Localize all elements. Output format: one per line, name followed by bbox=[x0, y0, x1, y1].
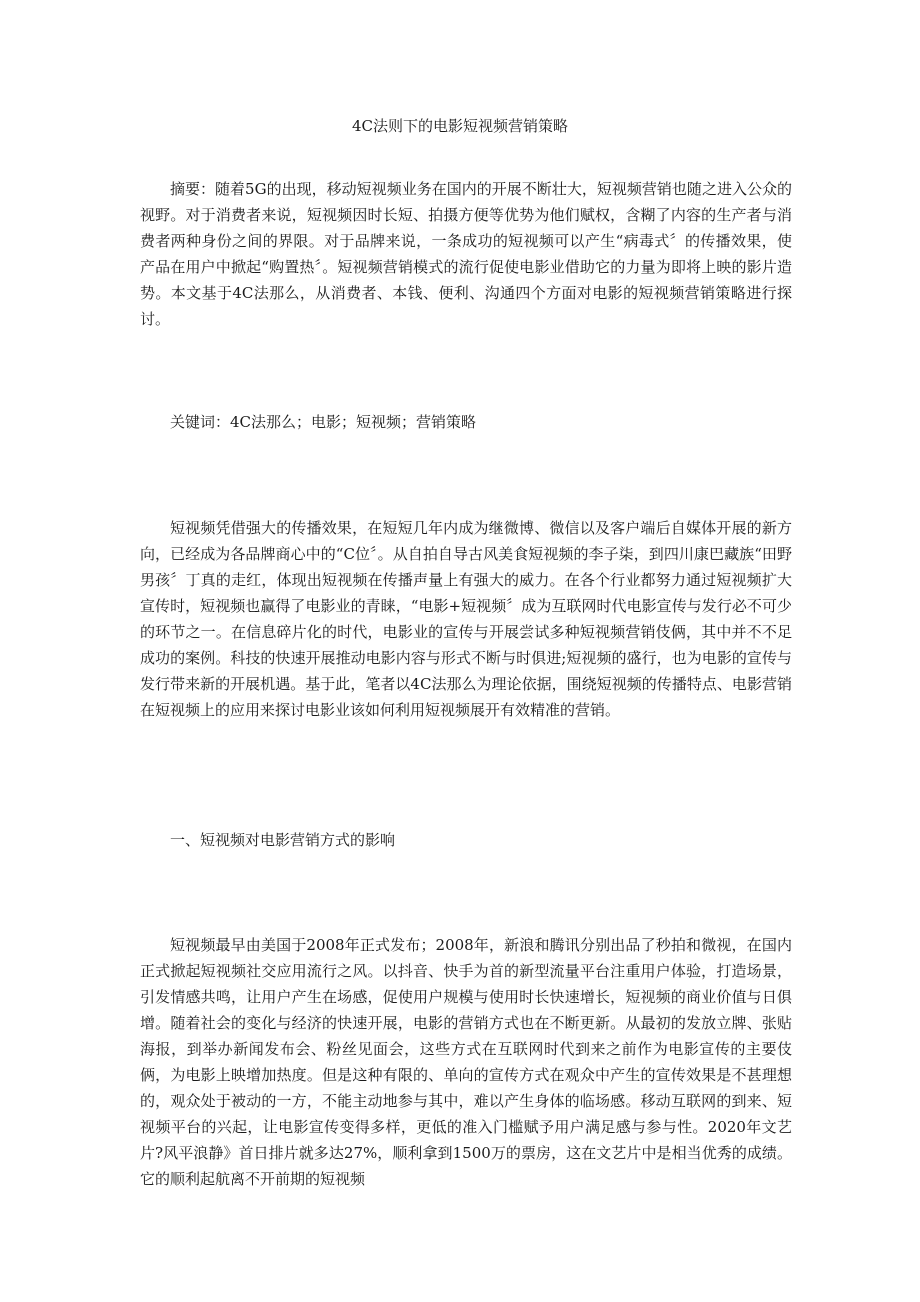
keywords-line: 关键词：4C法那么；电影；短视频；营销策略 bbox=[170, 413, 477, 431]
body-paragraph-1: 短视频凭借强大的传播效果，在短短几年内成为继微博、微信以及客户端后自媒体开展的新方向，已经成为各品牌商心中的“C位〞。从自拍自导古风美食短视频的李子柒，到四川康巴藏族“田野男孩〞丁真的走红，体现出短视频在传播声量上有强大的威力。在各个行业都努力通过短视频扩大宣传时，短视频也赢得了电影业的青睐，“电影+短视频〞成为互联网时代电影宣传与发行必不可少的环节之一。在信息碎片化的时代，电影业的宣传与开展尝试多种短视频营销伎俩，其中并不不足成功的案例。科技的快速开展推动电影内容与形式不断与时俱进;短视频的盛行，也为电影的宣传与发行带来新的开展机遇。基于此，笔者以4C法那么为理论依据，围绕短视频的传播特点、电影营销在短视频上的应用来探讨电影业该如何利用短视频展开有效精准的营销。 bbox=[140, 519, 792, 719]
body-paragraph-2: 短视频最早由美国于2008年正式发布；2008年，新浪和腾讯分别出品了秒拍和微视，在国内正式掀起短视频社交应用流行之风。以抖音、快手为首的新型流量平台注重用户体验，打造场景，引发情感共鸣，让用户产生在场感，促使用户规模与使用时长快速增长，短视频的商业价值与日俱增。随着社会的变化与经济的快速开展，电影的营销方式也在不断更新。从最初的发放立牌、张贴海报，到举办新闻发布会、粉丝见面会，这些方式在互联网时代到来之前作为电影宣传的主要伎俩，为电影上映增加热度。但是这种有限的、单向的宣传方式在观众中产生的宣传效果是不甚理想的，观众处于被动的一方，不能主动地参与其中，难以产生身体的临场感。移动互联网的到来、短视频平台的兴起，让电影宣传变得多样，更低的准入门槛赋予用户满足感与参与性。2020年文艺片?风平浪静》首日排片就多达27%，顺利拿到1500万的票房，这在文艺片中是相当优秀的成绩。它的顺利起航离不开前期的短视频 bbox=[140, 936, 792, 1188]
document-title: 4C法则下的电影短视频营销策略 bbox=[351, 117, 569, 135]
abstract-paragraph: 摘要：随着5G的出现，移动短视频业务在国内的开展不断壮大，短视频营销也随之进入公众的视野。对于消费者来说，短视频因时长短、拍摄方便等优势为他们赋权，含糊了内容的生产者与消费者两种身份之间的界限。对于品牌来说，一条成功的短视频可以产生“病毒式〞的传播效果，使产品在用户中掀起“购置热〞。短视频营销模式的流行促使电影业借助它的力量为即将上映的影片造势。本文基于4C法那么，从消费者、本钱、便利、沟通四个方面对电影的短视频营销策略进行探讨。 bbox=[140, 180, 792, 328]
section-heading-1: 一、短视频对电影营销方式的影响 bbox=[170, 831, 396, 849]
